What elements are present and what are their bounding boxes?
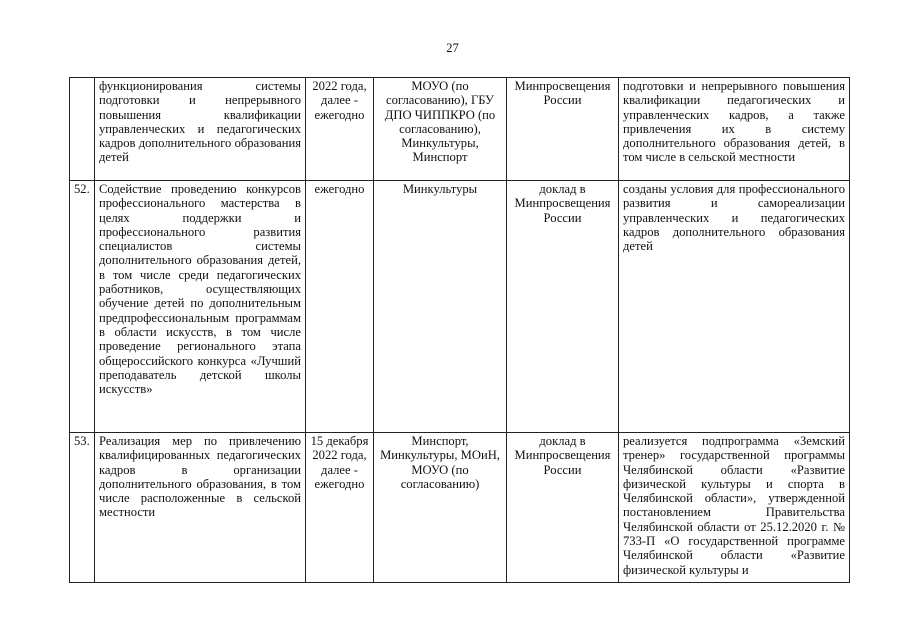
executors-cell: Минкультуры (374, 181, 507, 433)
executors-cell: Минспорт, Минкультуры, МОиН, МОУО (по согласованию) (374, 433, 507, 583)
activity-cell: Реализация мер по привлечению квалифицированных педагогических кадров в организации дополнительного образования, в том числе расположенные в сельской местности (95, 433, 306, 583)
row-number-cell: 52. (70, 181, 95, 433)
report-form-cell: Минпросвещения России (507, 78, 619, 181)
row-number-cell: 53. (70, 433, 95, 583)
table-row (70, 181, 850, 433)
action-plan-table (69, 77, 850, 583)
term-cell: ежегодно (306, 181, 374, 433)
report-form-cell: доклад в Минпросвещения России (507, 433, 619, 583)
row-number-cell (70, 78, 95, 181)
table-row (70, 78, 850, 181)
result-cell: подготовки и непрерывного повышения квалификации педагогических и управленческих кадров, а также привлечения их в систему дополнительного образования детей, в том числе в сельской местности (619, 78, 850, 181)
term-cell: 2022 года, далее - ежегодно (306, 78, 374, 181)
term-cell: 15 декабря 2022 года, далее - ежегодно (306, 433, 374, 583)
executors-cell: МОУО (по согласованию), ГБУ ДПО ЧИППКРО (по согласованию), Минкультуры, Минспорт (374, 78, 507, 181)
report-form-cell: доклад в Минпросвещения России (507, 181, 619, 433)
activity-cell: Содействие проведению конкурсов профессионального мастерства в целях поддержки и профессионального развития специалистов системы дополнительного образования детей, в том числе среди педагогических работников, осуществляющих обучение детей по дополнительным предпрофессиональным программам в области искусств, в том числе проведение регионального этапа общероссийского конкурса «Лучший преподаватель детской школы искусств» (95, 181, 306, 433)
table-row (70, 433, 850, 583)
activity-cell: функционирования системы подготовки и непрерывного повышения квалификации управленческих и педагогических кадров дополнительного образования детей (95, 78, 306, 181)
result-cell: созданы условия для профессионального развития и самореализации управленческих и педагогических кадров дополнительного образования детей (619, 181, 850, 433)
page-number: 27 (446, 41, 459, 55)
result-cell: реализуется подпрограмма «Земский тренер» государственной программы Челябинской области «Развитие физической культуры и спорта в Челябинской области», утвержденной постановлением Правительства Челябинской области от 25.12.2020 г. № 733-П «О государственной программе Челябинской области «Развитие физической культуры и (619, 433, 850, 583)
